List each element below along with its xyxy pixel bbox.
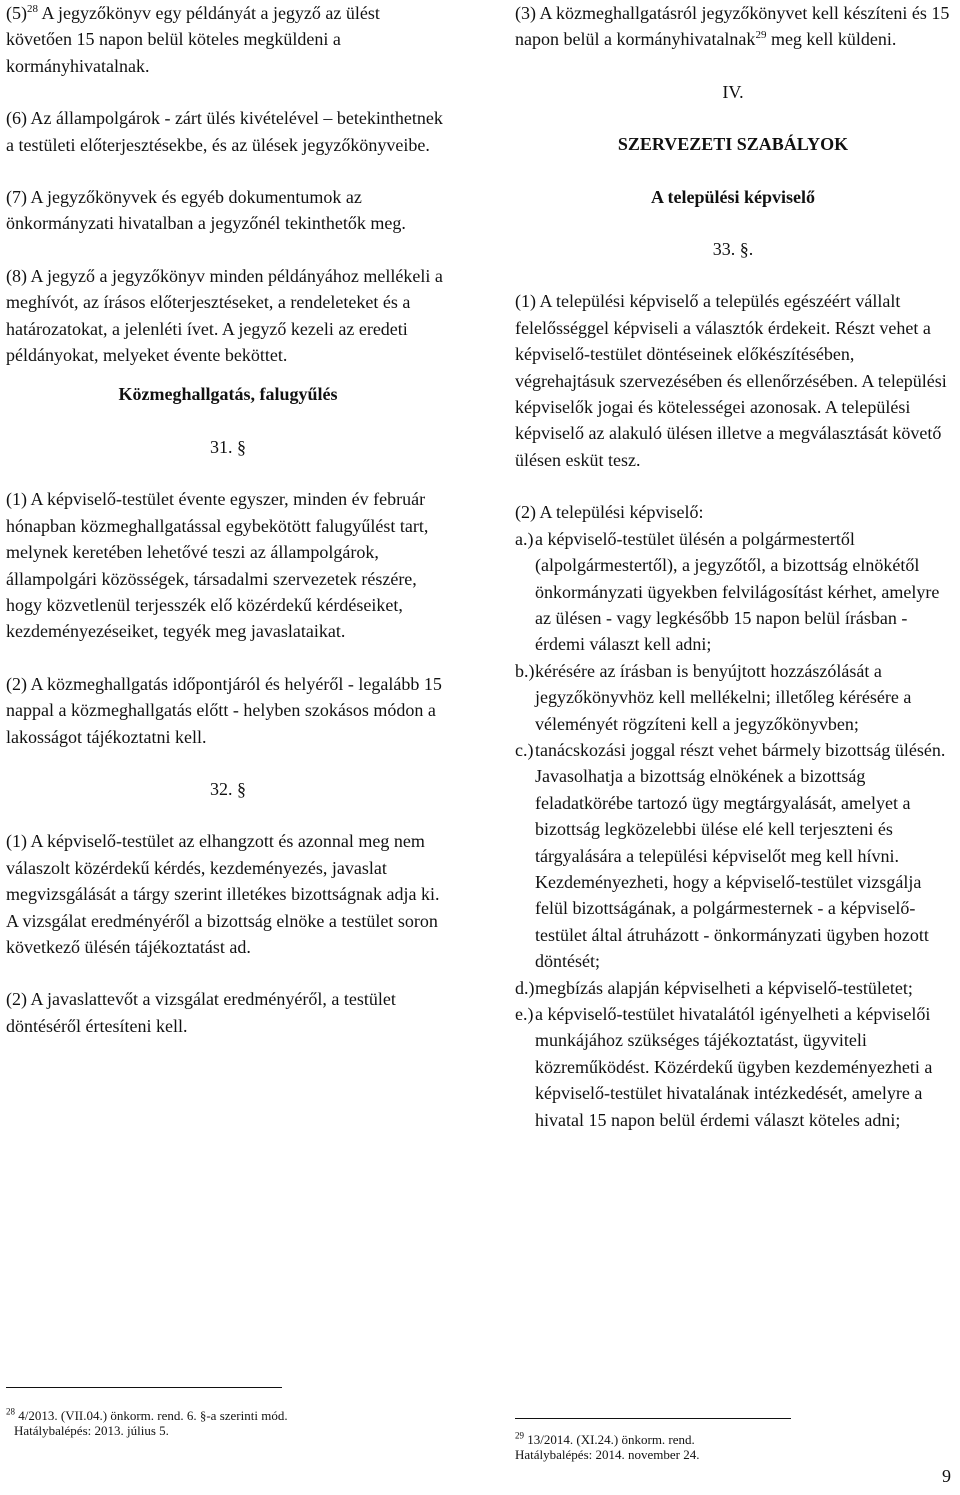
section-33-paragraph-2: (2) A települési képviselő: xyxy=(515,502,704,523)
paragraph-7: (7) A jegyzőkönyvek és egyéb dokumentumok az önkormányzati hivatalban a jegyzőnél tekinthetők meg. xyxy=(6,187,406,234)
section-number-32: 32. § xyxy=(210,778,246,799)
list-item-text: kérésére az írásban is benyújtott hozzászólását a jegyzőkönyvhöz kell mellékelni; illetőleg kérésére a véleményét rögzíteni kell a jegyzőkönyvben; xyxy=(535,660,912,734)
footnote-divider-left xyxy=(6,1387,282,1388)
section-31-paragraph-2: (2) A közmeghallgatás időpontjáról és helyéről - legalább 15 nappal a közmeghallgatás előtt - helyben szokásos módon a lakosságot tájékoztatni kell. xyxy=(6,673,442,747)
footnote-ref-29[interactable]: 29 xyxy=(755,29,767,42)
list-item-text: a képviselő-testület ülésén a polgármestertől (alpolgármestertől), a jegyzőtől, a bizottság elnökétől önkormányzati ügyekben felvilágosítást kérhet, amelyre az ülésen - vagy legkésőbb 15 napon belül írásban - érdemi választ kell adni; xyxy=(535,528,940,655)
footnote-29 xyxy=(515,1432,945,1462)
list-item xyxy=(515,658,951,737)
paragraph-5 xyxy=(6,0,450,79)
footnote-effective-date: Hatálybalépés: 2014. november 24. xyxy=(515,1447,700,1462)
paragraph-text: A jegyzőkönyv egy példányát a jegyző az ülést követően 15 napon belül köteles megküldeni a kormányhivatalnak. xyxy=(6,3,380,76)
paragraph-6: (6) Az állampolgárok - zárt ülés kivételével – betekinthetnek a testületi előterjesztésekbe, és az ülések jegyzőkönyveibe. xyxy=(6,108,443,155)
paragraph-text: (3) A közmeghallgatásról jegyzőkönyvet kell készíteni és 15 napon belül a kormányhivatalnak xyxy=(515,3,950,50)
list-marker: a.) xyxy=(515,528,534,549)
list-marker: b.) xyxy=(515,660,535,681)
page-number: 9 xyxy=(942,1466,951,1486)
footnote-divider-right xyxy=(515,1418,791,1419)
footnote-number: 29 xyxy=(515,1430,524,1441)
paragraph-8: (8) A jegyző a jegyzőkönyv minden példányához mellékeli a meghívót, az írásos előterjesztéseket, a rendeleteket és a határozatokat, a jelenléti ívet. A jegyző kezeli az eredeti példányokat, melyeket évente beköttet. xyxy=(6,265,443,366)
list-marker: c.) xyxy=(515,739,534,760)
chapter-number: IV. xyxy=(722,81,744,102)
list-item xyxy=(515,975,951,1001)
section-heading-kozmeghallgatas: Közmeghallgatás, falugyűlés xyxy=(118,384,338,405)
section-number-31: 31. § xyxy=(210,436,246,457)
footnote-effective-date: Hatálybalépés: 2013. július 5. xyxy=(14,1423,169,1438)
footnote-number: 28 xyxy=(6,1406,15,1417)
paragraph-number: (5) xyxy=(6,3,27,23)
right-column xyxy=(515,0,951,1133)
left-column xyxy=(6,0,450,1039)
footnote-28 xyxy=(6,1408,446,1438)
list-item xyxy=(515,1001,951,1133)
paragraph-3 xyxy=(515,0,951,53)
section-number-33: 33. §. xyxy=(712,239,754,260)
section-32-paragraph-2: (2) A javaslattevőt a vizsgálat eredményéről, a testület döntéséről értesíteni kell. xyxy=(6,989,396,1036)
footnote-text: 13/2014. (XI.24.) önkorm. rend. xyxy=(524,1432,695,1447)
footnote-text: 4/2013. (VII.04.) önkorm. rend. 6. §-a szerinti mód. xyxy=(15,1408,288,1423)
section-31-paragraph-1: (1) A képviselő-testület évente egyszer, minden év február hónapban közmeghallgatással egybekötött falugyűlést tart, melynek keretében lehetővé teszi az állampolgárok, állampolgári közösségek, társadalmi szervezetek részére, hogy közvetlenül terjesszék elő közérdekű kérdéseiket, kezdeményezéseiket, tegyék meg javaslataikat. xyxy=(6,489,429,642)
chapter-title: SZERVEZETI SZABÁLYOK xyxy=(617,134,849,155)
list-item xyxy=(515,526,951,658)
subsection-title: A települési képviselő xyxy=(650,186,815,207)
footnote-ref-28[interactable]: 28 xyxy=(27,3,38,15)
section-33-paragraph-1: (1) A települési képviselő a település egészéért vállalt felelősséggel képviseli a választók érdekeit. Részt vehet a képviselő-testület döntéseinek előkészítésében, végrehajtásuk szervezésében és ellenőrzésében. A települési képviselők jogai és kötelességei azonosak. A települési képviselő az alakuló ülésen illetve a megválasztását követő ülésen esküt tesz. xyxy=(515,291,947,470)
list-item-text: megbízás alapján képviselheti a képviselő-testületet; xyxy=(535,977,913,998)
list-item-text: tanácskozási joggal részt vehet bármely bizottság ülésén. Javasolhatja a bizottság elnökének a bizottság feladatkörébe tartozó ügy megtárgyalását, amelyet a bizottság legközelebbi ülése elé kell terjeszteni és tárgyalására a települési képviselőt meg kell hívni. Kezdeményezheti, hogy a képviselő-testület vizsgálja felül bizottságának, a polgármesternek - a képviselő-testület által átruházott - önkormányzati ügyben hozott döntését; xyxy=(535,739,946,972)
list-item xyxy=(515,737,951,975)
paragraph-text-tail: meg kell küldeni. xyxy=(766,29,897,50)
section-32-paragraph-1: (1) A képviselő-testület az elhangzott és azonnal meg nem válaszolt közérdekű kérdés, kezdeményezés, javaslat megvizsgálását a tárgy szerint illetékes bizottságnak adja ki. A vizsgálat eredményéről a bizottság elnöke a testület soron következő ülésén tájékoztatást ad. xyxy=(6,831,440,957)
list-item-text: a képviselő-testület hivatalától igényelheti a képviselői munkájához szükséges tájékoztatást, ügyviteli közreműködést. Közérdekű ügyben kezdeményezheti a képviselő-testület hivatalának intézkedését, amelyre a hivatal 15 napon belül érdemi választ köteles adni; xyxy=(535,1004,933,1130)
list-marker: d.) xyxy=(515,977,535,998)
list-marker: e.) xyxy=(515,1004,534,1024)
